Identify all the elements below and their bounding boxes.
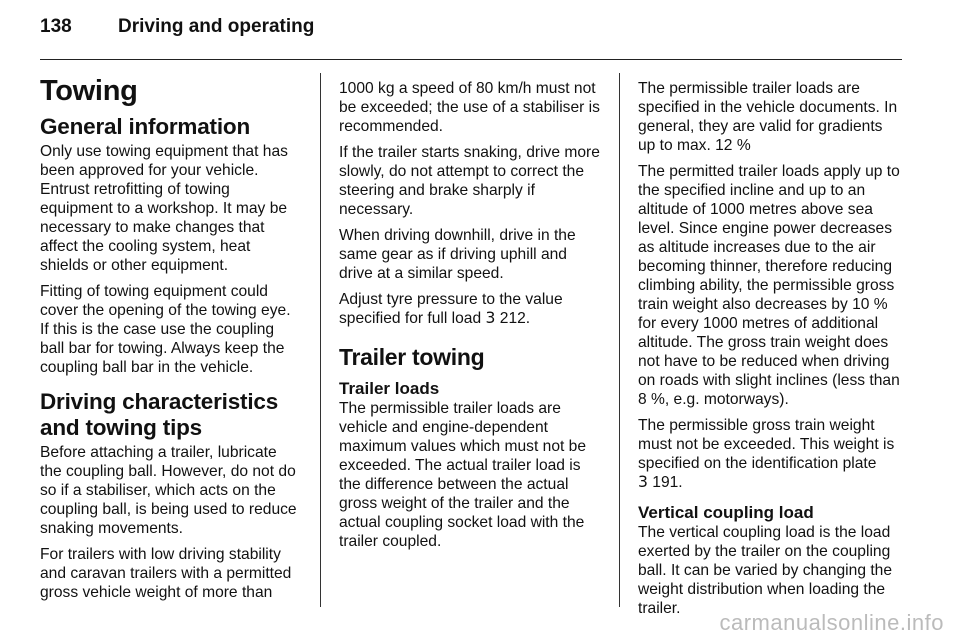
paragraph — [339, 290, 601, 328]
paragraph: Fitting of towing equipment could cover the opening of the towing eye. If this is the case use the coupling ball bar for towing. Always keep the coupling ball bar in the vehicle. — [40, 283, 291, 376]
header-rule — [40, 59, 902, 60]
section-title: Driving and operating — [118, 16, 315, 37]
page-reference-link[interactable] — [486, 309, 531, 328]
heading-trailer-towing: Trailer towing — [339, 344, 485, 370]
heading-trailer-loads: Trailer loads — [339, 379, 440, 398]
page-number: 138 — [40, 16, 72, 37]
paragraph: Only use towing equipment that has been approved for your vehicle. Entrust retrofitting of towing equipment to a workshop. It may be necessary to make changes that affect the cooling system, heat shields or other equipment. — [40, 143, 288, 274]
page-reference-link[interactable] — [638, 473, 683, 492]
heading-vertical-coupling-load: Vertical coupling load — [638, 503, 814, 522]
page-reference-number: 212. — [499, 310, 531, 327]
paragraph: If the trailer starts snaking, drive more slowly, do not attempt to correct the steering and brake sharply if necessary. — [339, 144, 600, 218]
column-3 — [638, 79, 900, 625]
paragraph — [638, 416, 900, 492]
heading-general-information: General information — [40, 114, 250, 139]
heading-driving-characteristics: Driving characteristics and towing tips — [40, 389, 279, 440]
paragraph: 1000 kg a speed of 80 km/h must not be exceeded; the use of a stabiliser is recommended. — [339, 80, 600, 135]
paragraph: Before attaching a trailer, lubricate the coupling ball. However, do not do so if a stabiliser, which acts on the coupling ball, is being used to reduce snaking movements. — [40, 444, 297, 537]
paragraph-text: The permissible gross train weight must not be exceeded. This weight is specified on the identification plate — [638, 417, 895, 472]
paragraph: The vertical coupling load is the load exerted by the trailer on the coupling ball. It can be varied by changing the weight distribution when loading the trailer. — [638, 524, 892, 617]
chapter-title: Towing — [40, 75, 138, 107]
paragraph: When driving downhill, drive in the same gear as if driving uphill and drive at a similar speed. — [339, 227, 576, 282]
arrow-icon: 3 — [485, 309, 496, 327]
paragraph: For trailers with low driving stability and caravan trailers with a permitted gross vehicle weight of more than — [40, 546, 292, 601]
paragraph: The permissible trailer loads are vehicle and engine-dependent maximum values which must not be exceeded. The actual trailer load is the difference between the actual gross weight of the trailer and the actual coupling socket load with the trailer coupled. — [339, 400, 586, 550]
column-1 — [40, 74, 302, 609]
page-header — [40, 16, 314, 48]
column-divider — [619, 73, 620, 607]
watermark: carmanualsonline.info — [719, 610, 944, 635]
paragraph: The permissible trailer loads are specified in the vehicle documents. In general, they are valid for gradients up to max. 12 % — [638, 80, 898, 154]
column-divider — [320, 73, 321, 607]
column-2 — [339, 79, 601, 558]
paragraph-text: Adjust tyre pressure to the value specified for full load — [339, 291, 563, 327]
page-reference-number: 191. — [652, 474, 683, 491]
arrow-icon: 3 — [638, 473, 648, 491]
paragraph: The permitted trailer loads apply up to the specified incline and up to an altitude of 1000 metres above sea level. Since engine power decreases as altitude increases due to the air becoming thinner, therefore reducing climbing ability, the permissible gross train weight also decreases by 10 % for every 1000 metres of additional altitude. The gross train weight does not have to be reduced when driving on roads with slight inclines (less than 8 %, e.g. motorways). — [638, 163, 900, 408]
